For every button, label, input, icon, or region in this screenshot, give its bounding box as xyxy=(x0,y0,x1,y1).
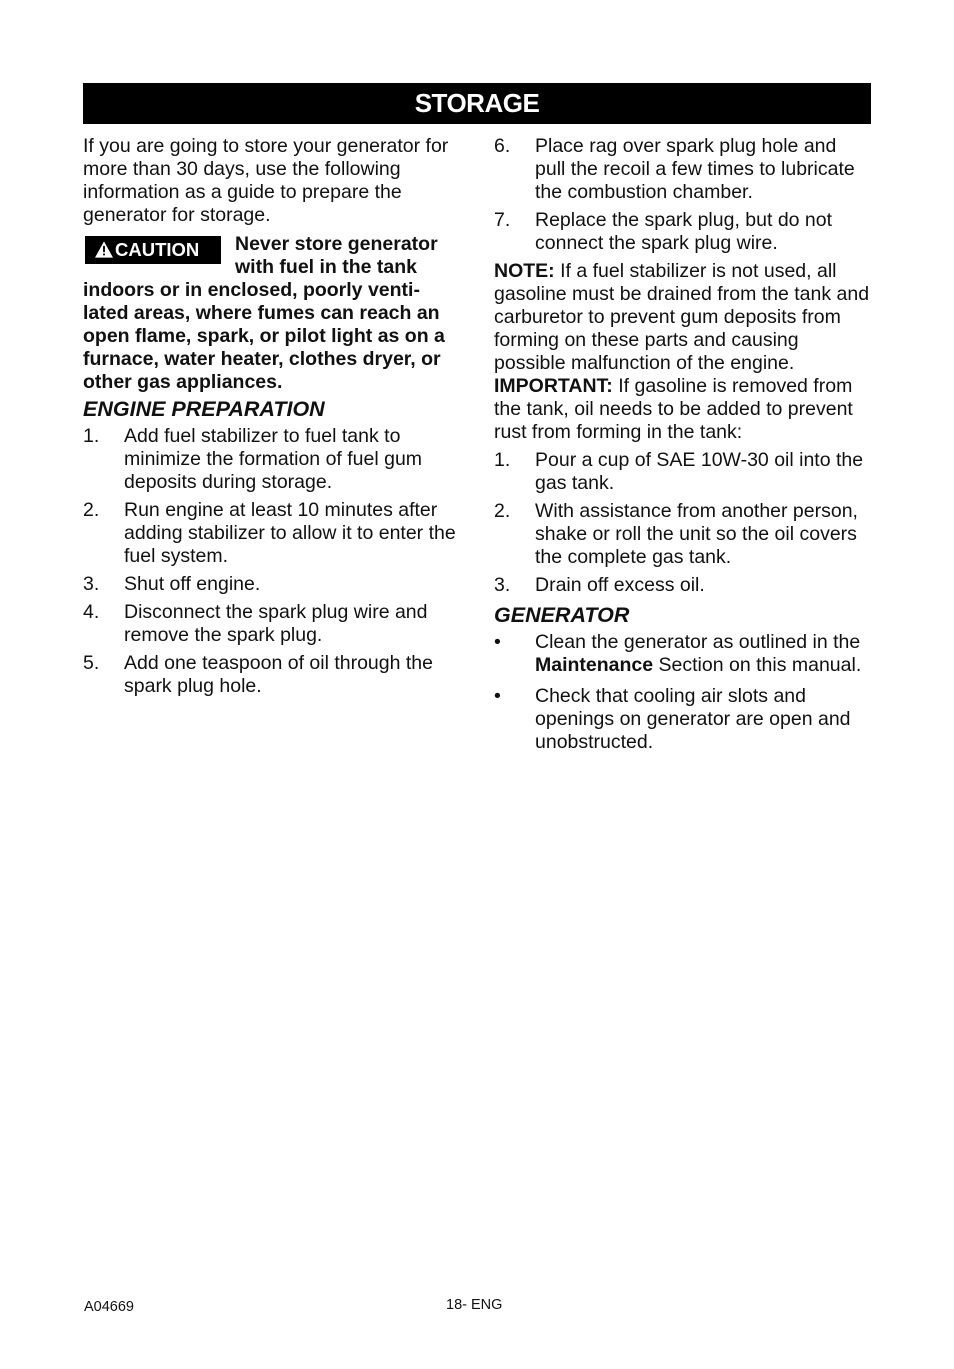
right-column xyxy=(494,135,872,759)
list-item: 2. With assistance from another person, shake or roll the unit so the oil covers the complete gas tank. xyxy=(494,500,858,568)
engine-preparation-heading: ENGINE PREPARATION xyxy=(83,397,325,421)
section-title-banner: STORAGE xyxy=(83,83,871,124)
bullet-symbol: • xyxy=(494,685,501,707)
engine-steps-list xyxy=(83,425,461,698)
warning-triangle-icon xyxy=(95,241,113,258)
caution-label: CAUTION xyxy=(115,239,200,260)
note-paragraph xyxy=(494,260,872,375)
list-item: • Check that cooling air slots and openings on generator are open and unobstructed. xyxy=(494,685,851,753)
generator-bullets-list xyxy=(494,631,872,754)
bullet-symbol: • xyxy=(494,631,501,653)
page-number: 18- ENG xyxy=(446,1297,503,1313)
important-label: IMPORTANT: xyxy=(494,375,613,397)
engine-steps-continued-list xyxy=(494,135,872,255)
list-item: 7. Replace the spark plug, but do not connect the spark plug wire. xyxy=(494,209,833,254)
list-item: 3. Drain off excess oil. xyxy=(494,574,705,596)
note-label: NOTE: xyxy=(494,260,555,282)
generator-heading: GENERATOR xyxy=(494,603,630,627)
list-item: 3. Shut off engine. xyxy=(83,573,261,595)
intro-paragraph: If you are going to store your generator for more than 30 days, use the following information as a guide to prepare the generator for storage. xyxy=(83,135,449,226)
important-paragraph xyxy=(494,375,872,444)
document-code: A04669 xyxy=(84,1299,134,1315)
list-item: 2. Run engine at least 10 minutes after adding stabilizer to allow it to enter the fuel system. xyxy=(83,499,456,567)
important-text: If gasoline is removed from the tank, oil needs to be added to prevent rust from forming in the tank: xyxy=(494,375,853,443)
note-text: If a fuel stabilizer is not used, all gasoline must be drained from the tank and carburetor to prevent gum deposits from forming on these parts and causing possible malfunction of the engine. xyxy=(494,260,870,374)
list-item: 1. Add fuel stabilizer to fuel tank to minimize the formation of fuel gum deposits during storage. xyxy=(83,425,423,493)
list-item: 5. Add one teaspoon of oil through the spark plug hole. xyxy=(83,652,433,697)
oil-steps-list xyxy=(494,449,872,597)
list-item: • Clean the generator as outlined in the Maintenance Section on this manual. xyxy=(494,631,862,676)
caution-block xyxy=(83,233,461,394)
list-item: 6. Place rag over spark plug hole and pull the recoil a few times to lubricate the combustion chamber. xyxy=(494,135,855,203)
list-item: 4. Disconnect the spark plug wire and remove the spark plug. xyxy=(83,601,428,646)
maintenance-reference: Maintenance xyxy=(535,654,654,676)
list-item: 1. Pour a cup of SAE 10W-30 oil into the gas tank. xyxy=(494,449,864,494)
caution-badge xyxy=(85,236,221,264)
caution-text: Never store generator with fuel in the tank indoors or in enclosed, poorly venti-lated areas, where fumes can reach an open flame, spark, or pilot light as on a furnace, water heater, clothes dryer, or other gas appliances. xyxy=(83,233,445,393)
left-column xyxy=(83,135,461,703)
